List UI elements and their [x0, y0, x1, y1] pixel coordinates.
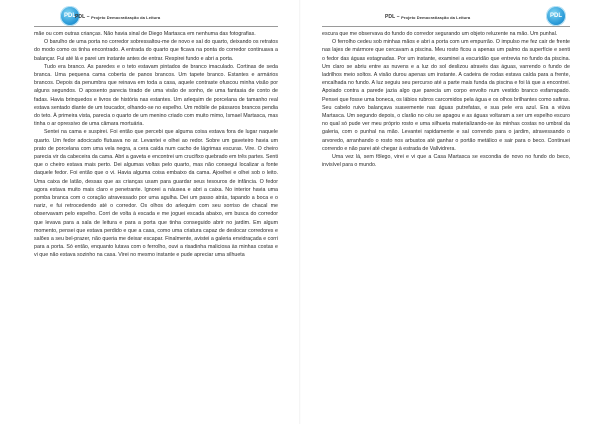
page-header-right: [385, 10, 470, 24]
header-title: Projeto Democratização da Leitura: [91, 14, 161, 20]
paragraph: mãe ou com outras crianças. Não havia sinal de Diego Martasca em nenhuma das fotografias.: [34, 31, 256, 37]
header-rule-right: [322, 26, 570, 27]
header-prefix: PDL –: [75, 14, 90, 20]
left-page-text: [34, 30, 278, 260]
right-page-text: [322, 30, 570, 169]
paragraph: Sentei na cama e suspirei. Foi então que percebi que alguma coisa estava fora de lugar naquele quarto. Um fedor adocicado flutuava no ar. Levantei e olhei ao redor. Sobre um gaveteiro havia um prato de porcelana com uma vela negra, a cera caída num cacho de lágrimas escuras. Vire. O cheiro parecia vir da cabeceira da cama. Abri a gaveta e encontrei um crucifixo quebrado em três partes. Senti que o cheiro estava mais perto. Dei algumas voltas pelo quarto, mas não consegui localizar a fonte daquele fedor. Foi então que o vi. Havia alguma coisa embaixo da cama. Ajoelhei e olhei sob o leito. Uma caixa de latão, dessas que as crianças usam para guardar seus tesouros de infância. O fedor agora estava muito mais claro e penetrante. Ignorei a náusea e abri a caixa. No interior havia uma pomba branca com o coração atravessado por uma agulha. Dei um passo atrás, tapando a boca e o nariz, e fui retrocedendo até o corredor. Os olhos do arlequim com seu sorriso de chacal me observavam pelo espelho. Corri de volta à escada e me joguei escada abaixo, em busca do corredor que levava para a sala de leitura e para a porta que tinha conseguido abrir no jardim. Em algum momento, pensei que estava perdido e que a casa, como uma criatura capaz de deslocar corredores e salões a seu bel-prazer, não queria me deixar escapar. Finalmente, avistei a galeria envidraçada e corri para a porta. Só então, enquanto lutava com o ferrolho, ouvi a risadinha maliciosa às minhas costas e vi que não estava sozinho na casa. Virei no mesmo instante e pude apreciar uma silhueta: [34, 129, 278, 259]
page-header-left: [75, 10, 160, 24]
header-title: Projeto Democratização da Leitura: [401, 14, 471, 20]
paragraph: Uma vez lá, sem fôlego, virei e vi que a Casa Martasca se escondia de novo no fundo do beco, invisível para o mundo.: [322, 154, 570, 169]
header-rule-left: [34, 26, 278, 27]
logo-text: PDL: [64, 13, 76, 19]
right-page: [300, 0, 600, 424]
paragraph: O barulho de uma porta no corredor sobressaltou-me de novo e saí do quarto, deixando os retratos do modo como os tinha encontrado. A entrada do quarto que ficava na ponta do corredor continuava a balançar. Fui até lá e parei um instante antes de entrar. Respirei fundo e abri a porta.: [34, 39, 278, 62]
pdl-logo-right: [546, 6, 566, 26]
header-prefix: PDL –: [385, 14, 400, 20]
logo-text: PDL: [550, 13, 562, 19]
paragraph: escura que me observava do fundo do corredor segurando um objeto reluzente na mão. Um punhal.: [322, 31, 558, 37]
paragraph: O ferrolho cedeu sob minhas mãos e abri a porta com um empurrão. O impulso me fez cair de frente nas lajes de mármore que cercavam a piscina. Meu rosto ficou a apenas um palmo da superfície e senti o fedor das águas estagnadas. Por um instante, examinei a escuridão que entrevia no fundo da piscina. Um claro se abriu entre as nuvens e a luz do sol deslizou através das águas, varrendo o fundo de ladrilhos meio soltos. A visão durou apenas um instante. A cadeira de rodas estava caída para a frente, encalhada no fundo. A luz seguiu seu percurso até a parte mais funda da piscina e foi lá que a encontrei. Apoiado contra a parede jazia algo que parecia um corpo envolto num vestido branco esfarrapado. Pensei que fosse uma boneca, os lábios rubros carcomidos pela água e os olhos brilhantes como safiras. Seu cabelo ruivo balançava suavemente nas águas putrefatas, e sua pele era azul. Era a viúva Martasca. Um segundo depois, o clarão no céu se apagou e as águas voltaram a ser um espelho escuro no qual só pude ver meu próprio rosto e uma silhueta materializando-se às minhas costas no umbral da galeria, com o punhal na mão. Levantei rapidamente e saí correndo para o jardim, atravessando o arvoredo, arranhando o rosto nos arbustos até ganhar o portão metálico e sair para o beco. Continuei correndo e não parei até chegar à estrada de Vallvidrera.: [322, 39, 570, 152]
paragraph: Tudo era branco. As paredes e o teto estavam pintados de branco imaculado. Cortinas de seda branca. Uma pequena cama coberta de panos brancos. Um tapete branco. Estantes e armários brancos. Depois da penumbra que reinava em toda a casa, aquele contraste ofuscou minha visão por alguns segundos. O aposento parecia tirado de uma visão de sonho, de uma fantasia de conto de fadas. Havia brinquedos e livros de história nas estantes. Um arlequim de porcelana de tamanho real estava sentado diante de um toucador, olhando-se no espelho. Um móbile de pássaros brancos pendia do teto. À primeira vista, parecia o quarto de um menino criado com muito mimo, Ismael Martasca, mas tinha o ar opressivo de uma câmara mortuária.: [34, 63, 278, 128]
